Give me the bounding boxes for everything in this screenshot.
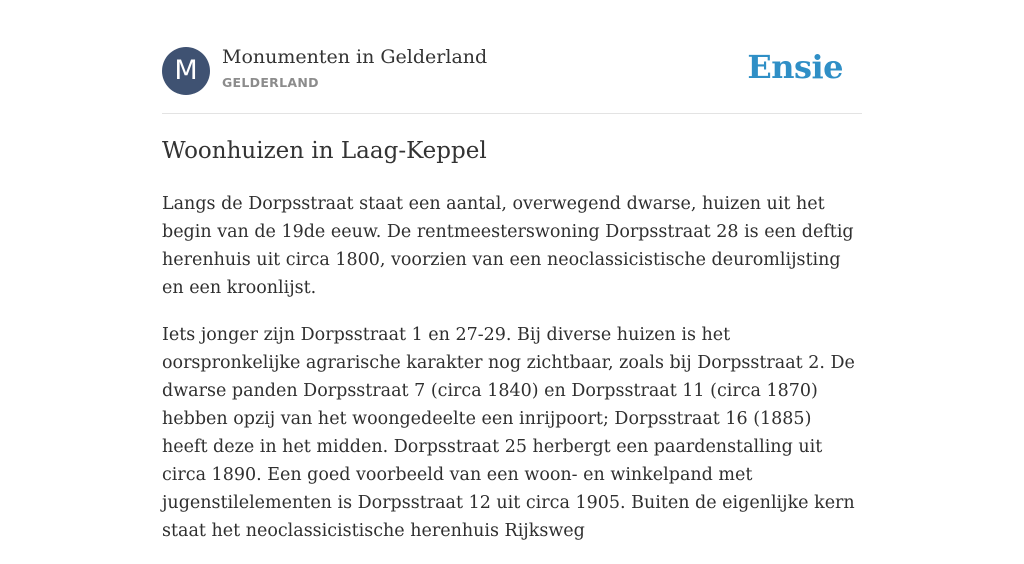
brand-logo[interactable]: Ensie	[747, 48, 843, 86]
paragraph: Langs de Dorpsstraat staat een aantal, overwegend dwarse, huizen uit het begin van de 19de eeuw. De rentmeesterswoning Dorpsstraat 28 is een deftig herenhuis uit circa 1800, voorzien van een neoclassicistische deuromlijsting en een kroonlijst.	[162, 194, 854, 298]
page-container	[162, 0, 862, 541]
article-title: Woonhuizen in Laag-Keppel	[162, 138, 487, 164]
avatar[interactable]: M	[162, 47, 210, 95]
article-body	[162, 190, 862, 564]
site-subtitle: GELDERLAND	[222, 75, 319, 90]
site-title[interactable]: Monumenten in Gelderland	[222, 46, 488, 68]
header	[162, 0, 862, 114]
paragraph: Iets jonger zijn Dorpsstraat 1 en 27-29. Bij diverse huizen is het oorspronkelijke agrarische karakter nog zichtbaar, zoals bij Dorpsstraat 2. De dwarse panden Dorpsstraat 7 (circa 1840) en Dorpsstraat 11 (circa 1870) hebben opzij van het woongedeelte een inrijpoort; Dorpsstraat 16 (1885) heeft deze in het midden. Dorpsstraat 25 herbergt een paardenstalling uit circa 1890. Een goed voorbeeld van een woon- en winkelpand met jugenstilelementen is Dorpsstraat 12 uit circa 1905. Buiten de eigenlijke kern staat het neoclassicistische herenhuis Rijksweg	[162, 325, 855, 541]
